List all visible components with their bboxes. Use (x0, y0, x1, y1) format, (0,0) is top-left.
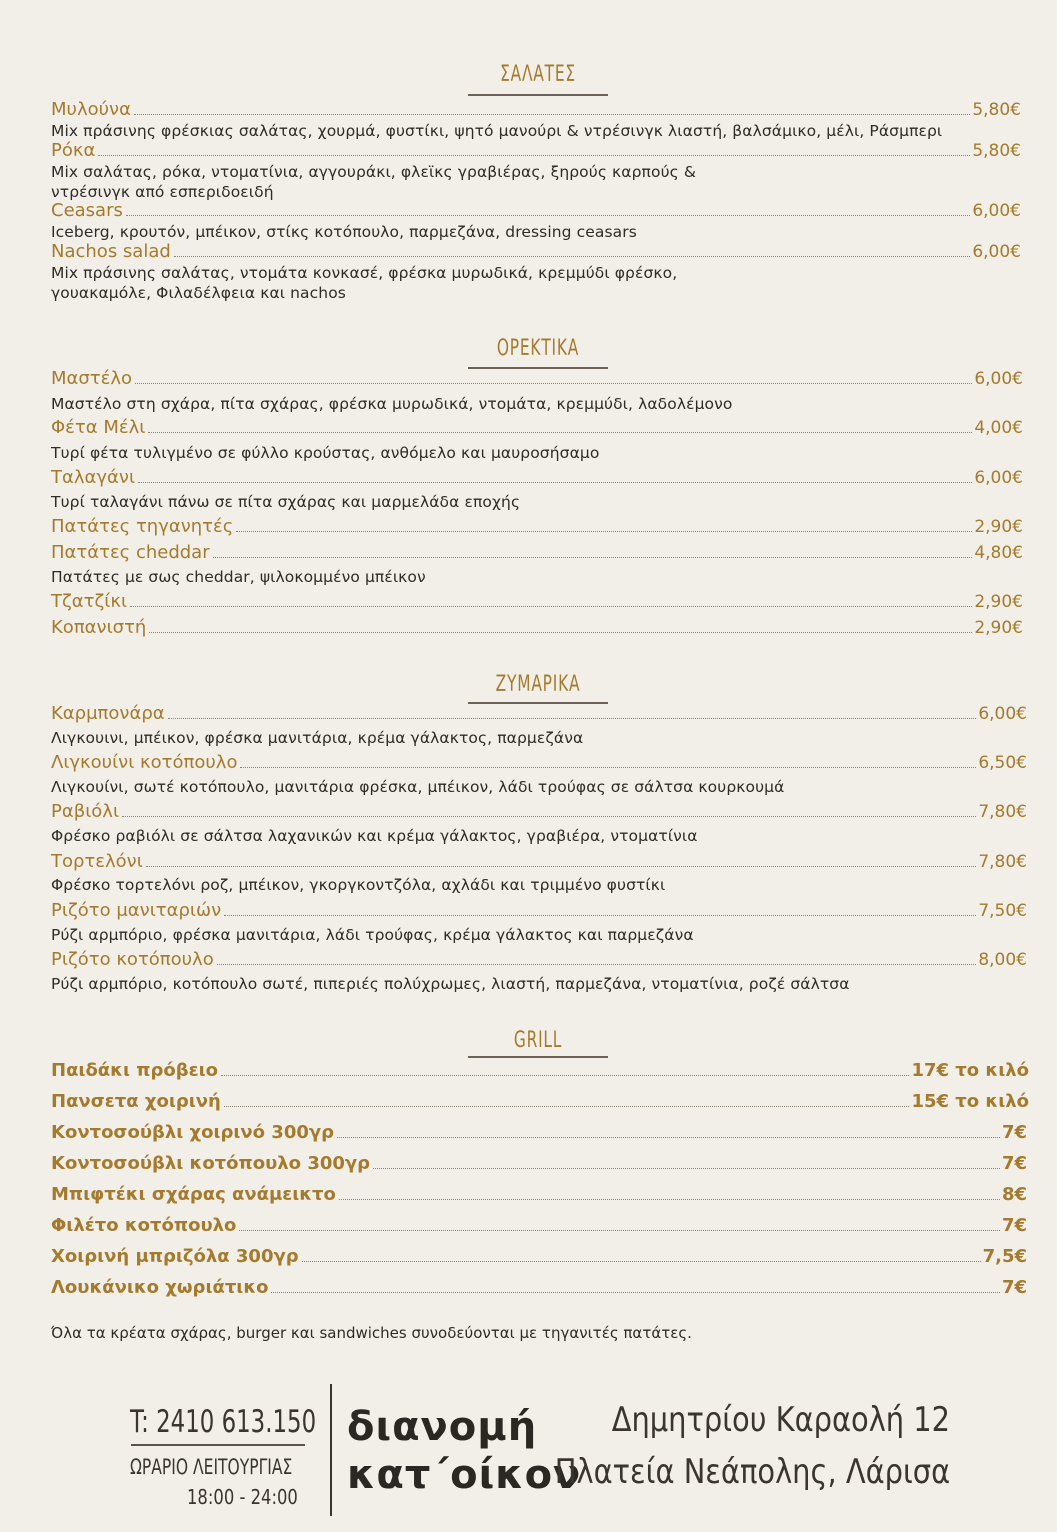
item-price: 6,00€ (972, 201, 1021, 221)
menu-item (51, 368, 1023, 389)
item-price: 4,80€ (974, 543, 1023, 563)
item-name: Ρόκα (51, 140, 96, 161)
item-price: 2,90€ (974, 592, 1023, 612)
leader-dots (373, 1168, 1000, 1169)
item-name: Καρμπονάρα (51, 703, 165, 724)
menu-item (51, 752, 1027, 773)
opening-hours: 18:00 - 24:00 (187, 1485, 298, 1509)
item-description: Mix σαλάτας, ρόκα, ντοματίνια, αγγουράκι, φλεϊκς γραβιέρας, ξηρούς καρπούς & (51, 163, 697, 181)
menu-item (51, 467, 1023, 488)
item-price: 7,80€ (978, 852, 1027, 872)
menu-item (51, 1215, 1027, 1236)
menu-item (51, 703, 1027, 724)
delivery-logo-line2: κατ΄οίκον (347, 1452, 582, 1498)
menu-item (51, 417, 1023, 438)
leader-dots (302, 1261, 981, 1262)
leader-dots (130, 606, 972, 607)
item-name: Μαστέλο (51, 368, 133, 389)
leader-dots (148, 432, 972, 433)
phone-number[interactable]: T: 2410 613.150 (130, 1404, 317, 1440)
address-street: Δημητρίου Καραολή 12 (611, 1400, 950, 1440)
menu-item (51, 241, 1021, 262)
leader-dots (135, 383, 972, 384)
item-name: Παιδάκι πρόβειο (51, 1060, 219, 1081)
menu-item (51, 1184, 1027, 1205)
leader-dots (98, 155, 970, 156)
menu-item (51, 591, 1023, 612)
item-price: 7,80€ (978, 802, 1027, 822)
leader-dots (146, 866, 977, 867)
section-divider (468, 1056, 608, 1058)
leader-dots (217, 964, 977, 965)
item-name: Πατάτες τηγανητές (51, 516, 234, 537)
grill-footnote: Όλα τα κρέατα σχάρας, burger και sandwiches συνοδεύονται με τηγανιτές πατάτες. (51, 1324, 692, 1342)
section-title-grill: GRILL (513, 1028, 563, 1053)
item-price: 7€ (1001, 1215, 1027, 1236)
item-name: Nachos salad (51, 241, 171, 262)
item-name: Χοιρινή μπριζόλα 300γρ (51, 1246, 299, 1267)
menu-item (51, 140, 1021, 161)
item-name: Ceasars (51, 200, 123, 221)
item-description: Τυρί ταλαγάνι πάνω σε πίτα σχάρας και μαρμελάδα εποχής (51, 493, 521, 511)
item-price: 6,00€ (974, 369, 1023, 389)
item-price: 17€ το κιλό (911, 1060, 1029, 1081)
item-price: 2,90€ (974, 618, 1023, 638)
menu-item (51, 900, 1027, 921)
item-price: 4,00€ (974, 418, 1023, 438)
item-price: 7€ (1001, 1122, 1027, 1143)
footer-divider (131, 1444, 305, 1446)
section-title-salads: ΣΑΛΑΤΕΣ (500, 62, 576, 87)
item-price: 8,00€ (978, 950, 1027, 970)
address-area: Πλατεία Νεάπολης, Λάρισα (554, 1452, 950, 1492)
item-price: 7€ (1001, 1277, 1027, 1298)
menu-item (51, 617, 1023, 638)
item-description: Μαστέλο στη σχάρα, πίτα σχάρας, φρέσκα μυρωδικά, ντομάτα, κρεμμύδι, λαδολέμονο (51, 395, 733, 413)
item-name: Ταλαγάνι (51, 467, 136, 488)
leader-dots (138, 482, 972, 483)
item-description: γουακαμόλε, Φιλαδέλφεια και nachos (51, 284, 346, 302)
item-price: 7€ (1001, 1153, 1027, 1174)
menu-item (51, 516, 1023, 537)
item-description: Φρέσκο ραβιόλι σε σάλτσα λαχανικών και κρέμα γάλακτος, γραβιέρα, ντοματίνια (51, 827, 698, 845)
item-name: Ριζότο μανιταριών (51, 900, 222, 921)
leader-dots (122, 816, 976, 817)
leader-dots (337, 1137, 1000, 1138)
item-price: 5,80€ (972, 100, 1021, 120)
item-price: 6,00€ (978, 704, 1027, 724)
item-name: Τζατζίκι (51, 591, 128, 612)
menu-item (51, 1122, 1027, 1143)
item-name: Ραβιόλι (51, 801, 120, 822)
menu-item (51, 1060, 1029, 1081)
leader-dots (134, 114, 970, 115)
menu-item (51, 200, 1021, 221)
item-description: Λιγκουινι, μπέικον, φρέσκα μανιτάρια, κρέμα γάλακτος, παρμεζάνα (51, 729, 584, 747)
item-name: Κοντοσούβλι χοιρινό 300γρ (51, 1122, 335, 1143)
leader-dots (339, 1199, 1000, 1200)
item-name: Μπιφτέκι σχάρας ανάμεικτο (51, 1184, 336, 1205)
menu-item (51, 99, 1021, 120)
leader-dots (221, 1075, 909, 1076)
menu-item (51, 542, 1023, 563)
item-name: Τορτελόνι (51, 851, 143, 872)
item-name: Κοντοσούβλι κοτόπουλο 300γρ (51, 1153, 371, 1174)
menu-item (51, 949, 1027, 970)
item-description: Πατάτες με σως cheddar, ψιλοκομμένο μπέικον (51, 568, 426, 586)
item-description: Φρέσκο τορτελόνι ροζ, μπέικον, γκοργκοντζόλα, αχλάδι και τριμμένο φυστίκι (51, 876, 666, 894)
item-price: 7,5€ (982, 1246, 1027, 1267)
menu-item (51, 851, 1027, 872)
item-name: Φέτα Μέλι (51, 417, 146, 438)
leader-dots (271, 1292, 999, 1293)
leader-dots (168, 718, 977, 719)
item-description: Τυρί φέτα τυλιγμένο σε φύλλο κρούστας, ανθόμελο και μαυροσήσαμο (51, 444, 600, 462)
leader-dots (174, 256, 971, 257)
item-name: Φιλέτο κοτόπουλο (51, 1215, 237, 1236)
section-divider (468, 94, 608, 96)
section-title-starters: ΟΡΕΚΤΙΚΑ (496, 336, 580, 361)
item-name: Πατάτες cheddar (51, 542, 210, 563)
menu-item (51, 1091, 1029, 1112)
item-price: 15€ το κιλό (911, 1091, 1029, 1112)
menu-item (51, 801, 1027, 822)
item-description: Ρύζι αρμπόριο, φρέσκα μανιτάρια, λάδι τρούφας, κρέμα γάλακτος και παρμεζάνα (51, 926, 694, 944)
item-description: Iceberg, κρουτόν, μπέικον, στίκς κοτόπουλο, παρμεζάνα, dressing ceasars (51, 223, 637, 241)
leader-dots (224, 1106, 910, 1107)
opening-hours-label: ΩΡΑΡΙΟ ΛΕΙΤΟΥΡΓΙΑΣ (130, 1455, 293, 1479)
leader-dots (240, 767, 976, 768)
item-price: 5,80€ (972, 141, 1021, 161)
item-description: Ρύζι αρμπόριο, κοτόπουλο σωτέ, πιπεριές πολύχρωμες, λιαστή, παρμεζάνα, ντοματίνια, ροζέ σάλτσα (51, 975, 850, 993)
menu-item (51, 1246, 1027, 1267)
leader-dots (236, 531, 972, 532)
item-name: Λουκάνικο χωριάτικο (51, 1277, 269, 1298)
item-description: Mix πράσινης σαλάτας, ντομάτα κονκασέ, φρέσκα μυρωδικά, κρεμμύδι φρέσκο, (51, 264, 678, 282)
item-name: Κοπανιστή (51, 617, 147, 638)
leader-dots (239, 1230, 1000, 1231)
item-name: Μυλούνα (51, 99, 131, 120)
leader-dots (149, 632, 972, 633)
section-title-pasta: ΖΥΜΑΡΙΚΑ (495, 672, 581, 697)
item-description: Mix πράσινης φρέσκιας σαλάτας, χουρμά, φυστίκι, ψητό μανούρι & ντρέσινγκ λιαστή, βαλσάμικο, μέλι, Ράσμπερι (51, 122, 943, 140)
leader-dots (213, 557, 973, 558)
item-price: 6,00€ (974, 468, 1023, 488)
leader-dots (126, 215, 970, 216)
item-name: Πανσετα χοιρινή (51, 1091, 221, 1112)
leader-dots (224, 915, 976, 916)
item-description: ντρέσινγκ από εσπεριδοειδή (51, 183, 274, 201)
delivery-logo-line1: διανομή (347, 1404, 538, 1450)
item-price: 7,50€ (978, 901, 1027, 921)
footer-vertical-divider (330, 1384, 332, 1516)
item-description: Λιγκουίνι, σωτέ κοτόπουλο, μανιτάρια φρέσκα, μπέικον, λάδι τρούφας σε σάλτσα κουρκουμά (51, 778, 785, 796)
item-name: Λιγκουίνι κοτόπουλο (51, 752, 238, 773)
item-price: 6,00€ (972, 242, 1021, 262)
menu-item (51, 1277, 1027, 1298)
menu-item (51, 1153, 1027, 1174)
item-name: Ριζότο κοτόπουλο (51, 949, 214, 970)
item-price: 8€ (1001, 1184, 1027, 1205)
item-price: 2,90€ (974, 517, 1023, 537)
item-price: 6,50€ (978, 753, 1027, 773)
